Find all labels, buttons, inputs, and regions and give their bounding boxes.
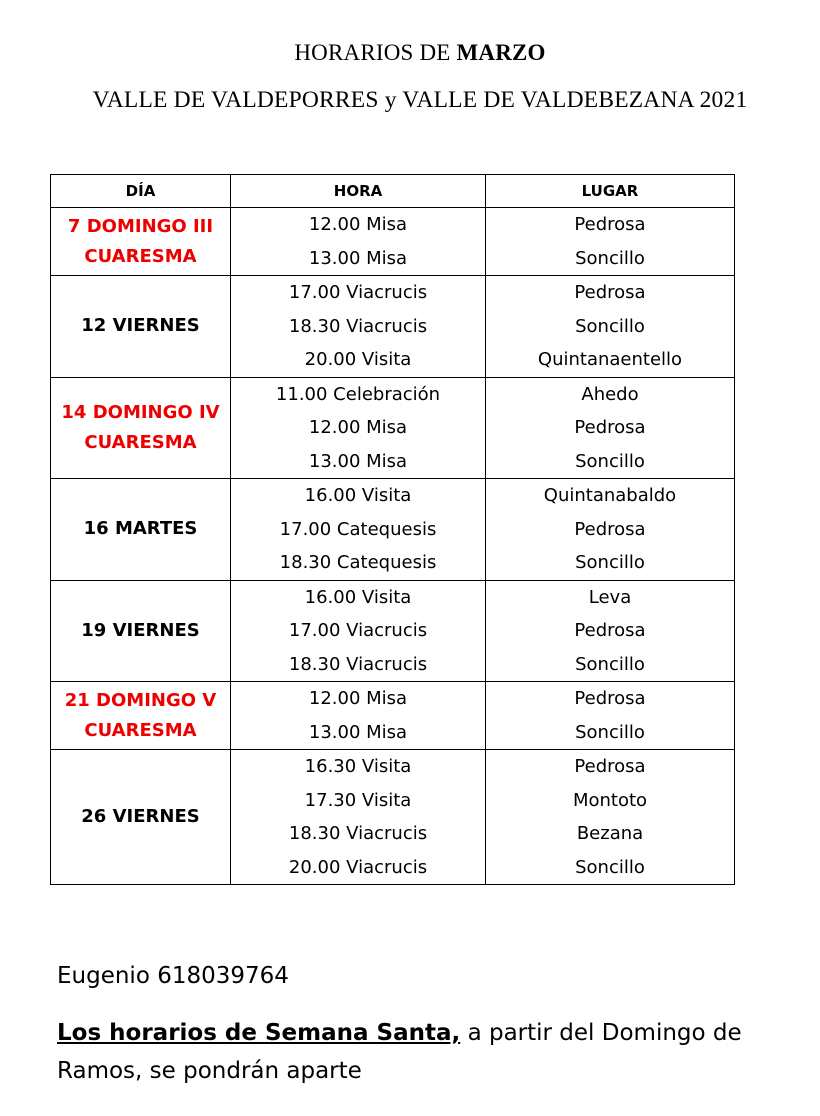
hour-entry: 18.30 Catequesis <box>279 552 437 573</box>
hour-entry: 20.00 Viacrucis <box>288 856 428 878</box>
day-cell <box>51 276 231 378</box>
day-cell <box>51 580 231 682</box>
hour-entry: 16.00 Visita <box>304 485 412 506</box>
holy-week-note <box>57 1014 742 1090</box>
hour-entry: 12.00 Misa <box>308 214 408 235</box>
hour-entry: 12.00 Misa <box>308 688 408 709</box>
hour-entry: 13.00 Misa <box>308 721 408 743</box>
place-cell <box>486 208 735 276</box>
table-row <box>51 276 735 378</box>
day-cell <box>51 377 231 479</box>
note-text-line1: a partir del Domingo de <box>460 1020 742 1046</box>
schedule-body <box>51 208 735 885</box>
place-entry: Soncillo <box>575 450 645 472</box>
page-subtitle: VALLE DE VALDEPORRES y VALLE DE VALDEBEZANA 2021 <box>92 87 748 113</box>
column-header-day: DÍA <box>51 175 231 208</box>
place-entry: Soncillo <box>575 856 645 878</box>
hour-entry: 18.30 Viacrucis <box>288 823 428 844</box>
place-entry: Quintanaentello <box>537 349 683 370</box>
day-cell <box>51 682 231 750</box>
place-entry: Soncillo <box>575 721 645 743</box>
hour-cell <box>231 377 486 479</box>
hour-entry: 17.30 Visita <box>304 789 412 811</box>
schedule-table <box>50 174 735 885</box>
hour-entry: 17.00 Viacrucis <box>288 620 428 641</box>
place-entry: Soncillo <box>575 653 645 675</box>
place-entry: Pedrosa <box>574 214 646 235</box>
hour-entry: 13.00 Misa <box>308 450 408 472</box>
place-entry: Soncillo <box>575 247 645 269</box>
day-cell <box>51 208 231 276</box>
place-cell <box>486 479 735 581</box>
day-cell <box>51 750 231 885</box>
place-entry: Pedrosa <box>574 417 646 438</box>
column-header-hour: HORA <box>231 175 486 208</box>
place-entry: Pedrosa <box>574 282 646 303</box>
table-row <box>51 208 735 276</box>
note-highlight: Los horarios de Semana Santa, <box>57 1020 461 1046</box>
place-entry: Pedrosa <box>574 518 646 540</box>
day-label: CUARESMA <box>84 719 197 741</box>
note-text-line2: Ramos, se pondrán aparte <box>57 1058 362 1084</box>
day-label: CUARESMA <box>84 431 197 453</box>
hour-entry: 11.00 Celebración <box>275 383 441 405</box>
table-row <box>51 479 735 581</box>
day-label: 21 DOMINGO V <box>64 689 217 711</box>
contact-info: Eugenio 618039764 <box>57 963 289 989</box>
place-entry: Quintanabaldo <box>543 485 677 506</box>
hour-entry: 18.30 Viacrucis <box>288 315 428 337</box>
place-entry: Pedrosa <box>574 620 646 641</box>
column-header-place: LUGAR <box>486 175 735 208</box>
place-entry: Pedrosa <box>574 688 646 709</box>
hour-cell <box>231 276 486 378</box>
hour-entry: 18.30 Viacrucis <box>288 653 428 675</box>
hour-entry: 20.00 Visita <box>304 349 412 370</box>
day-label: 12 VIERNES <box>81 315 200 337</box>
place-cell <box>486 276 735 378</box>
page-title <box>0 40 820 66</box>
place-entry: Bezana <box>576 823 644 844</box>
title-month: MARZO <box>456 40 546 65</box>
place-cell <box>486 750 735 885</box>
table-row <box>51 682 735 750</box>
hour-entry: 17.00 Viacrucis <box>288 282 428 303</box>
place-entry: Soncillo <box>575 552 645 573</box>
hour-cell <box>231 479 486 581</box>
table-row <box>51 750 735 885</box>
place-cell <box>486 682 735 750</box>
day-label: 19 VIERNES <box>81 619 200 641</box>
title-prefix: HORARIOS DE <box>294 40 457 65</box>
day-label: 14 DOMINGO IV <box>61 401 220 423</box>
place-entry: Montoto <box>572 789 648 811</box>
place-entry: Soncillo <box>575 315 645 337</box>
day-label: 7 DOMINGO III <box>67 215 214 237</box>
place-cell <box>486 377 735 479</box>
day-cell <box>51 479 231 581</box>
hour-cell <box>231 750 486 885</box>
hour-entry: 12.00 Misa <box>308 417 408 438</box>
hour-entry: 13.00 Misa <box>308 247 408 269</box>
place-entry: Pedrosa <box>574 756 646 777</box>
day-label: CUARESMA <box>84 245 197 267</box>
hour-entry: 16.00 Visita <box>304 586 412 608</box>
hour-cell <box>231 682 486 750</box>
table-header-row <box>51 175 735 208</box>
place-entry: Leva <box>588 586 632 608</box>
day-label: 16 MARTES <box>83 518 198 540</box>
day-label: 26 VIERNES <box>81 806 200 827</box>
hour-entry: 17.00 Catequesis <box>279 518 437 540</box>
hour-cell <box>231 208 486 276</box>
place-entry: Ahedo <box>581 383 639 405</box>
table-row <box>51 580 735 682</box>
table-row <box>51 377 735 479</box>
place-cell <box>486 580 735 682</box>
hour-cell <box>231 580 486 682</box>
hour-entry: 16.30 Visita <box>304 756 412 777</box>
